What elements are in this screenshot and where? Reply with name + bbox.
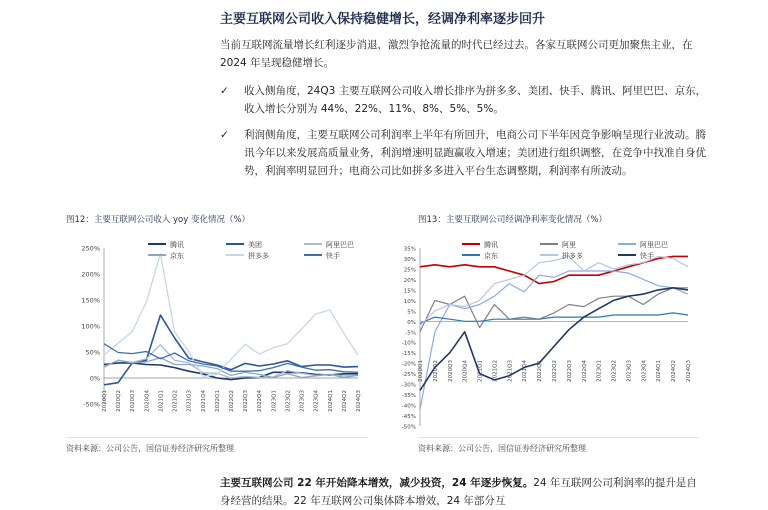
bullet-profit-text: 利润侧角度，主要互联网公司利润率上半年有所回升，电商公司下半年因竞争影响呈现行业波动。腾讯今年以来发展高质量业务，利润增速明显跑赢收入增速；美团进行组织调整，在竞争中找准自身优势，利润率明显回升；电商公司比如拼多多进入平台生态调整期，利润率有所波动。	[244, 129, 706, 177]
check-icon: ✓	[220, 129, 229, 141]
check-icon: ✓	[220, 85, 229, 97]
section-heading: 主要互联网公司收入保持稳健增长，经调净利率逐步回升	[220, 12, 546, 27]
y-tick-label: 20%	[403, 277, 416, 284]
legend-label: 拼多多	[562, 252, 583, 260]
x-tick-label: 2024Q3	[686, 360, 692, 382]
legend-label: 京东	[484, 252, 498, 260]
figure-12-caption: 图12：主要互联网公司收入 yoy 变化情况（%）	[66, 215, 251, 225]
y-tick-label: 250%	[81, 244, 100, 253]
y-tick-label: 200%	[81, 270, 100, 279]
x-tick-label: 2020Q1	[102, 390, 108, 412]
x-tick-label: 2023Q2	[611, 360, 618, 382]
x-tick-label: 2021Q2	[492, 360, 499, 382]
x-tick-label: 2020Q1	[418, 360, 424, 382]
x-tick-label: 2021Q4	[200, 390, 207, 412]
y-tick-label: 0%	[89, 374, 100, 383]
divider	[418, 437, 698, 438]
x-tick-label: 2022Q4	[257, 390, 264, 412]
intro-paragraph: 当前互联网流量增长红利逐步消退，激烈争抢流量的时代已经过去。各家互联网公司更加聚焦主业，在 2024 年呈现稳健增长。	[220, 39, 693, 69]
adjusted-net-margin-chart	[390, 232, 695, 432]
x-tick-label: 2020Q2	[432, 360, 439, 382]
legend-label: 阿里巴巴	[326, 241, 354, 249]
x-tick-label: 2022Q2	[552, 360, 558, 382]
legend-label: 腾讯	[170, 241, 184, 249]
x-tick-label: 2020Q3	[130, 390, 137, 412]
revenue-yoy-chart	[60, 232, 365, 432]
x-tick-label: 2024Q1	[327, 390, 334, 412]
x-tick-label: 2020Q3	[447, 360, 454, 382]
legend-label: 快手	[326, 252, 340, 260]
series-line-快手	[104, 344, 358, 373]
x-tick-label: 2023Q4	[641, 360, 648, 382]
figure-13-source: 资料来源：公司公告，国信证券经济研究所整理	[418, 444, 586, 453]
y-tick-label: 35%	[403, 246, 416, 253]
y-tick-label: -50%	[83, 400, 100, 409]
y-tick-label: 5%	[407, 309, 416, 316]
legend-label: 阿里巴巴	[640, 241, 668, 249]
divider	[66, 437, 368, 438]
bottom-paragraph	[220, 474, 700, 510]
x-tick-label: 2024Q2	[341, 390, 348, 412]
x-tick-label: 2023Q2	[285, 390, 292, 412]
y-tick-label: -45%	[401, 414, 416, 421]
y-tick-label: 150%	[81, 296, 100, 305]
x-tick-label: 2022Q3	[566, 360, 573, 382]
x-tick-label: 2022Q2	[229, 390, 235, 412]
legend-label: 京东	[170, 252, 184, 260]
legend-label: 阿里	[562, 241, 576, 249]
y-tick-label: 10%	[403, 298, 416, 305]
x-tick-label: 2024Q3	[356, 390, 362, 412]
y-tick-label: 25%	[403, 267, 416, 274]
y-tick-label: -40%	[401, 403, 416, 410]
y-tick-label: -10%	[401, 340, 416, 347]
x-tick-label: 2020Q4	[144, 390, 151, 412]
x-tick-label: 2020Q4	[462, 360, 469, 382]
y-tick-label: -25%	[401, 372, 416, 379]
y-tick-label: 0%	[407, 319, 416, 326]
y-tick-label: -20%	[401, 361, 416, 368]
x-tick-label: 2021Q4	[522, 360, 529, 382]
x-tick-label: 2023Q3	[626, 360, 633, 382]
y-tick-label: -35%	[401, 393, 416, 400]
x-tick-label: 2023Q1	[596, 360, 603, 382]
x-tick-label: 2022Q1	[214, 390, 221, 412]
y-tick-label: -15%	[401, 351, 416, 358]
y-tick-label: -30%	[401, 382, 416, 389]
x-tick-label: 2024Q1	[656, 360, 663, 382]
series-line-京东	[420, 313, 688, 324]
y-tick-label: -50%	[401, 424, 416, 431]
x-tick-label: 2022Q3	[243, 390, 250, 412]
legend-label: 美团	[248, 241, 262, 249]
x-tick-label: 2022Q1	[537, 360, 544, 382]
bullet-revenue-text: 收入侧角度，24Q3 主要互联网公司收入增长排序为拼多多、美团、快手、腾讯、阿里巴巴、京东，收入增长分别为 44%、22%、11%、8%、5%、5%。	[244, 85, 707, 115]
y-tick-label: 100%	[81, 322, 100, 331]
x-tick-label: 2021Q1	[158, 390, 165, 412]
figure-12-source: 资料来源：公司公告，国信证券经济研究所整理	[66, 444, 234, 453]
y-tick-label: 15%	[403, 288, 416, 295]
x-tick-label: 2022Q4	[581, 360, 588, 382]
y-tick-label: -5%	[405, 330, 416, 337]
legend-label: 拼多多	[248, 252, 269, 260]
x-tick-label: 2021Q2	[172, 390, 179, 412]
x-tick-label: 2021Q3	[507, 360, 514, 382]
x-tick-label: 2021Q1	[477, 360, 484, 382]
bottom-paragraph-lead: 主要互联网公司 22 年开始降本增效，减少投资，24 年逐步恢复。	[220, 477, 534, 489]
series-line-拼多多	[104, 254, 358, 377]
legend-label: 腾讯	[484, 241, 498, 249]
series-line-阿里	[420, 288, 688, 332]
x-tick-label: 2023Q1	[271, 390, 278, 412]
y-tick-label: 50%	[85, 348, 100, 357]
bottom-paragraph-body: 24 年互联网公司利润率的提升是自身经营的结果。22 年互联网公司集体降本增效，24 年部分互	[220, 477, 697, 507]
x-tick-label: 2021Q3	[186, 390, 193, 412]
series-line-阿里巴巴	[420, 271, 688, 409]
x-tick-label: 2020Q2	[116, 390, 123, 412]
x-tick-label: 2023Q3	[299, 390, 306, 412]
x-tick-label: 2023Q4	[313, 390, 320, 412]
y-tick-label: 30%	[403, 256, 416, 263]
figure-13-caption: 图13：主要互联网公司经调净利率变化情况（%）	[418, 215, 607, 225]
legend-label: 快手	[640, 252, 654, 260]
x-tick-label: 2024Q2	[671, 360, 678, 382]
